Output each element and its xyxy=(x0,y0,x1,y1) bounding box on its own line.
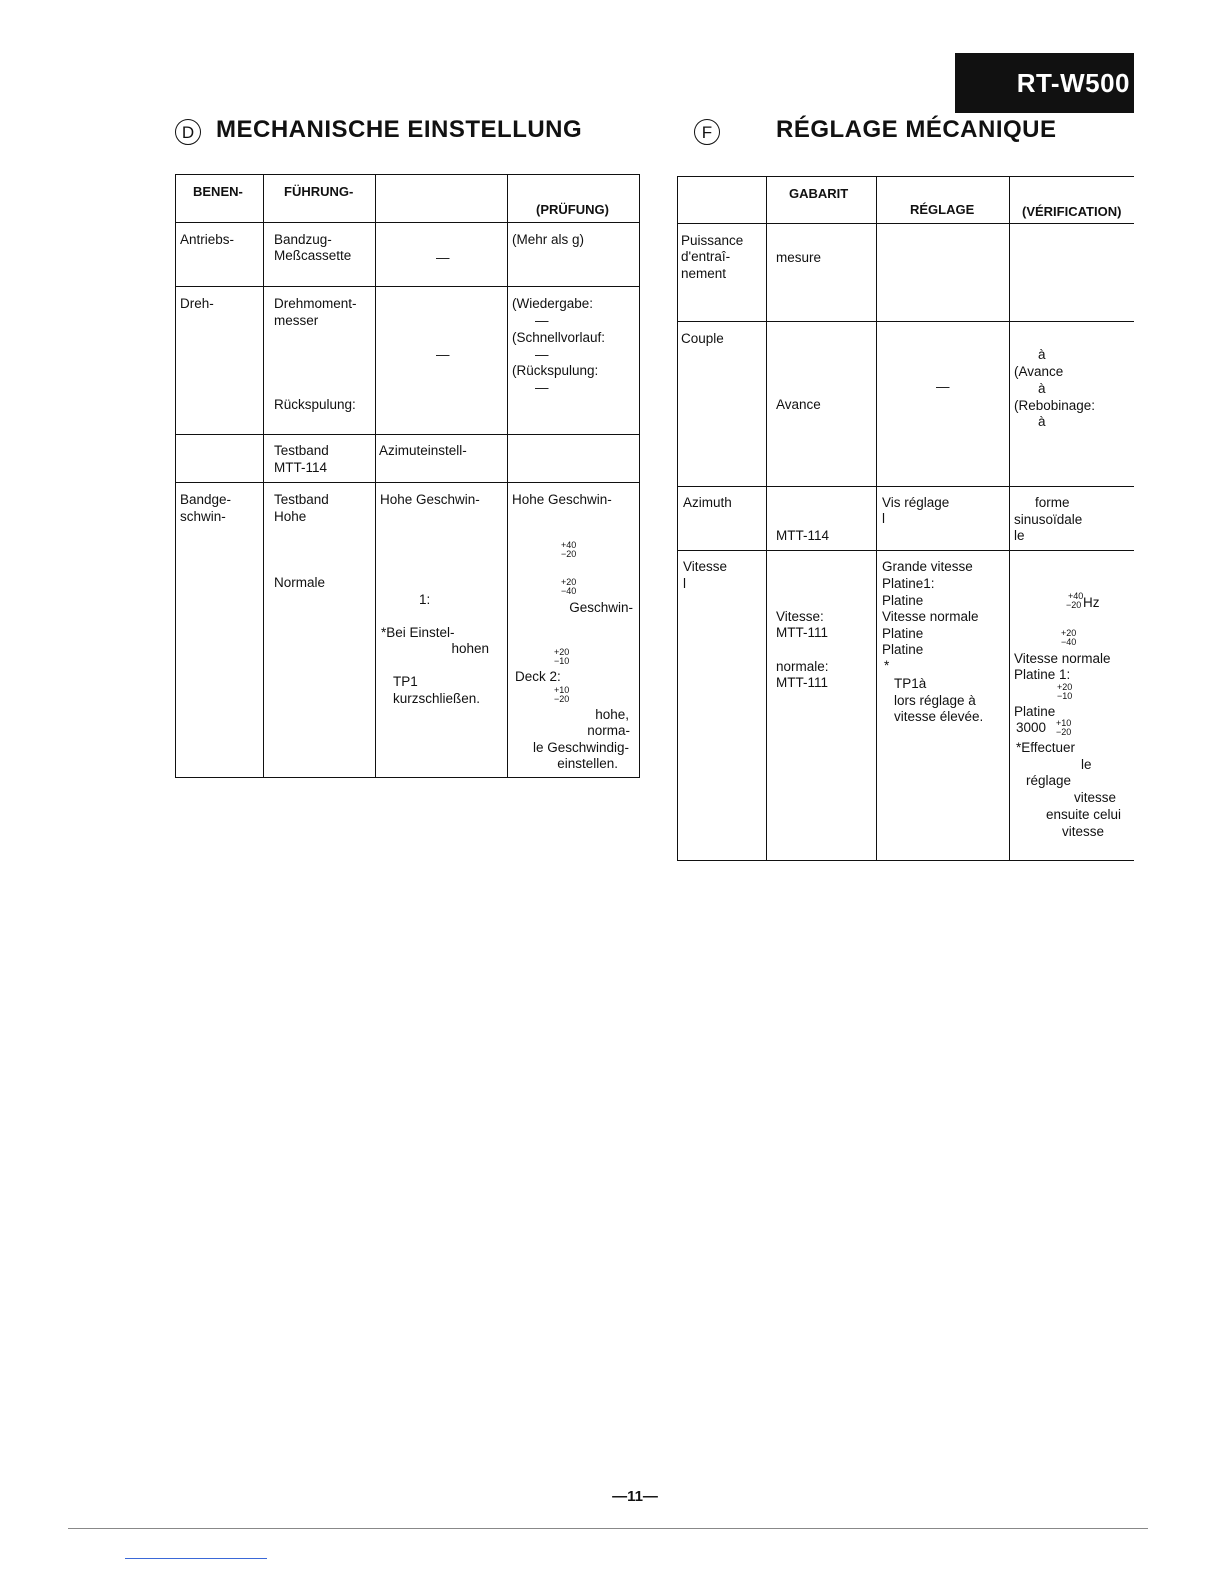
table-cell: Vitesse normale xyxy=(882,609,979,624)
table-line xyxy=(677,486,1134,487)
table-cell: Geschwin- xyxy=(569,600,633,615)
table-line xyxy=(263,174,264,778)
table-cell: Puissance xyxy=(681,233,744,248)
table-cell: vitesse xyxy=(1074,790,1117,805)
table-cell: à xyxy=(1038,347,1046,362)
table-line xyxy=(175,434,640,435)
table-cell: Platine xyxy=(882,626,924,641)
table-cell: (Schnellvorlauf: xyxy=(512,330,606,345)
table-cell: Platine xyxy=(882,642,924,657)
table-cell: sinusoïdale xyxy=(1014,512,1083,527)
table-cell: 1: xyxy=(419,592,431,607)
table-cell: Vitesse normale xyxy=(1014,651,1111,666)
table-line xyxy=(677,223,1134,224)
table-cell: 3000 xyxy=(1016,720,1047,735)
table-line xyxy=(677,321,1134,322)
table-cell: Vitesse: xyxy=(776,609,824,624)
table-line xyxy=(1009,176,1010,861)
table-cell: MTT-111 xyxy=(776,625,829,640)
table-cell: vitesse xyxy=(1062,824,1105,839)
table-cell: Meßcassette xyxy=(274,248,352,263)
table-cell: à xyxy=(1038,414,1046,429)
tolerance-lower: −20 xyxy=(1056,727,1072,737)
table-cell: hohen xyxy=(451,641,489,656)
table-cell: Antriebs- xyxy=(180,232,235,247)
table-line xyxy=(677,550,1134,551)
tolerance-lower: −40 xyxy=(1061,637,1077,647)
table-cell: einstellen. xyxy=(557,756,618,771)
tolerance-lower: −20 xyxy=(561,549,577,559)
table-cell: normale: xyxy=(776,659,829,674)
table-cell: Hohe Geschwin- xyxy=(512,492,612,507)
table-cell: Drehmoment- xyxy=(274,296,357,311)
table-cell: * xyxy=(884,658,890,673)
table-cell: Platine 1: xyxy=(1014,667,1071,682)
table-cell: mesure xyxy=(776,250,822,265)
table-cell: Avance xyxy=(776,397,821,412)
table-line xyxy=(175,482,640,483)
table-line xyxy=(175,222,640,223)
table-line xyxy=(766,176,767,861)
table-line xyxy=(677,860,1134,861)
table-cell: — xyxy=(535,347,549,362)
table-cell: Hohe xyxy=(274,509,307,524)
table-cell: Hohe Geschwin- xyxy=(380,492,480,507)
tolerance-upper: +40 xyxy=(1068,591,1084,601)
table-cell: Vis réglage xyxy=(882,495,950,510)
tolerance-lower: −10 xyxy=(554,656,570,666)
table-cell: TP1 xyxy=(393,674,418,689)
table-cell: (Avance xyxy=(1014,364,1064,379)
language-badge-german: D xyxy=(175,119,201,145)
table-cell: messer xyxy=(274,313,319,328)
model-badge: RT-W500 xyxy=(955,53,1134,113)
header-cell: BENEN- xyxy=(193,184,243,199)
table-cell: forme xyxy=(1035,495,1070,510)
tolerance-lower: −20 xyxy=(554,694,570,704)
table-cell: MTT-111 xyxy=(776,675,829,690)
german-title: MECHANISCHE EINSTELLUNG xyxy=(216,116,583,143)
table-cell: Rückspulung: xyxy=(274,397,356,412)
table-cell: Couple xyxy=(681,331,724,346)
table-cell: MTT-114 xyxy=(776,528,830,543)
table-cell: TP1à xyxy=(894,676,927,691)
table-cell: *Effectuer xyxy=(1016,740,1076,755)
table-cell: Vitesse xyxy=(683,559,728,574)
tolerance-lower: −40 xyxy=(561,586,577,596)
table-cell: — xyxy=(436,347,450,362)
table-line xyxy=(639,174,640,778)
table-cell: Platine xyxy=(882,593,924,608)
table-line xyxy=(677,176,678,861)
table-cell: Normale xyxy=(274,575,326,590)
tolerance-upper: +40 xyxy=(561,540,577,550)
header-cell: RÉGLAGE xyxy=(910,202,975,217)
page-number: —11— xyxy=(612,1488,658,1505)
table-line xyxy=(677,176,1134,177)
table-cell: — xyxy=(436,250,450,265)
tolerance-lower: −20 xyxy=(1066,600,1082,610)
table-cell: vitesse élevée. xyxy=(894,709,984,724)
table-cell: le xyxy=(1014,528,1025,543)
header-cell: GABARIT xyxy=(789,186,849,201)
table-cell: (Rückspulung: xyxy=(512,363,599,378)
table-cell: l xyxy=(683,576,686,591)
tolerance-upper: +10 xyxy=(554,685,570,695)
table-line xyxy=(175,174,176,778)
table-cell: le xyxy=(1081,757,1092,772)
header-cell: (VÉRIFICATION) xyxy=(1022,204,1122,219)
tolerance-upper: +20 xyxy=(561,577,577,587)
tolerance-upper: +10 xyxy=(1056,718,1072,728)
table-line xyxy=(507,174,508,778)
tolerance-lower: −10 xyxy=(1057,691,1073,701)
table-cell: schwin- xyxy=(180,509,226,524)
table-cell: lors réglage à xyxy=(894,693,976,708)
table-cell: (Mehr als g) xyxy=(512,232,585,247)
table-cell: Deck 2: xyxy=(515,669,561,684)
table-cell: Grande vitesse xyxy=(882,559,973,574)
header-cell: FÜHRUNG- xyxy=(284,184,354,199)
table-cell: à xyxy=(1038,381,1046,396)
table-cell: — xyxy=(936,379,950,394)
table-line xyxy=(175,777,640,778)
table-cell: Azimuteinstell- xyxy=(379,443,467,458)
table-cell: l xyxy=(882,511,885,526)
table-line xyxy=(375,174,376,778)
table-cell: (Rebobinage: xyxy=(1014,398,1096,413)
table-cell: Testband xyxy=(274,492,329,507)
table-line xyxy=(876,176,877,861)
table-cell: réglage xyxy=(1026,773,1072,788)
table-cell: Hz xyxy=(1083,595,1100,610)
table-cell: d'entraî- xyxy=(681,249,731,264)
table-cell: (Wiedergabe: xyxy=(512,296,594,311)
table-cell: Dreh- xyxy=(180,296,214,311)
table-cell: MTT-114 xyxy=(274,460,328,475)
table-cell: Azimuth xyxy=(683,495,732,510)
table-cell: — xyxy=(535,380,549,395)
table-cell: Testband xyxy=(274,443,329,458)
language-badge-french: F xyxy=(694,119,720,145)
table-line xyxy=(175,174,640,175)
tolerance-upper: +20 xyxy=(1061,628,1077,638)
table-cell: — xyxy=(535,313,549,328)
table-line xyxy=(175,286,640,287)
footer-link-line xyxy=(125,1558,267,1559)
table-cell: kurzschließen. xyxy=(393,691,481,706)
table-cell: hohe, xyxy=(595,707,629,722)
table-cell: nement xyxy=(681,266,727,281)
footer-rule xyxy=(68,1528,1148,1529)
table-cell: Platine1: xyxy=(882,576,935,591)
table-cell: norma- xyxy=(587,723,630,738)
tolerance-upper: +20 xyxy=(1057,682,1073,692)
table-cell: Bandzug- xyxy=(274,232,332,247)
table-cell: *Bei Einstel- xyxy=(381,625,455,640)
header-cell: (PRÜFUNG) xyxy=(536,202,609,217)
table-cell: ensuite celui xyxy=(1046,807,1122,822)
tolerance-upper: +20 xyxy=(554,647,570,657)
table-cell: Platine xyxy=(1014,704,1056,719)
french-title: RÉGLAGE MÉCANIQUE xyxy=(776,116,1057,143)
table-cell: le Geschwindig- xyxy=(532,740,629,755)
table-cell: Bandge- xyxy=(180,492,232,507)
